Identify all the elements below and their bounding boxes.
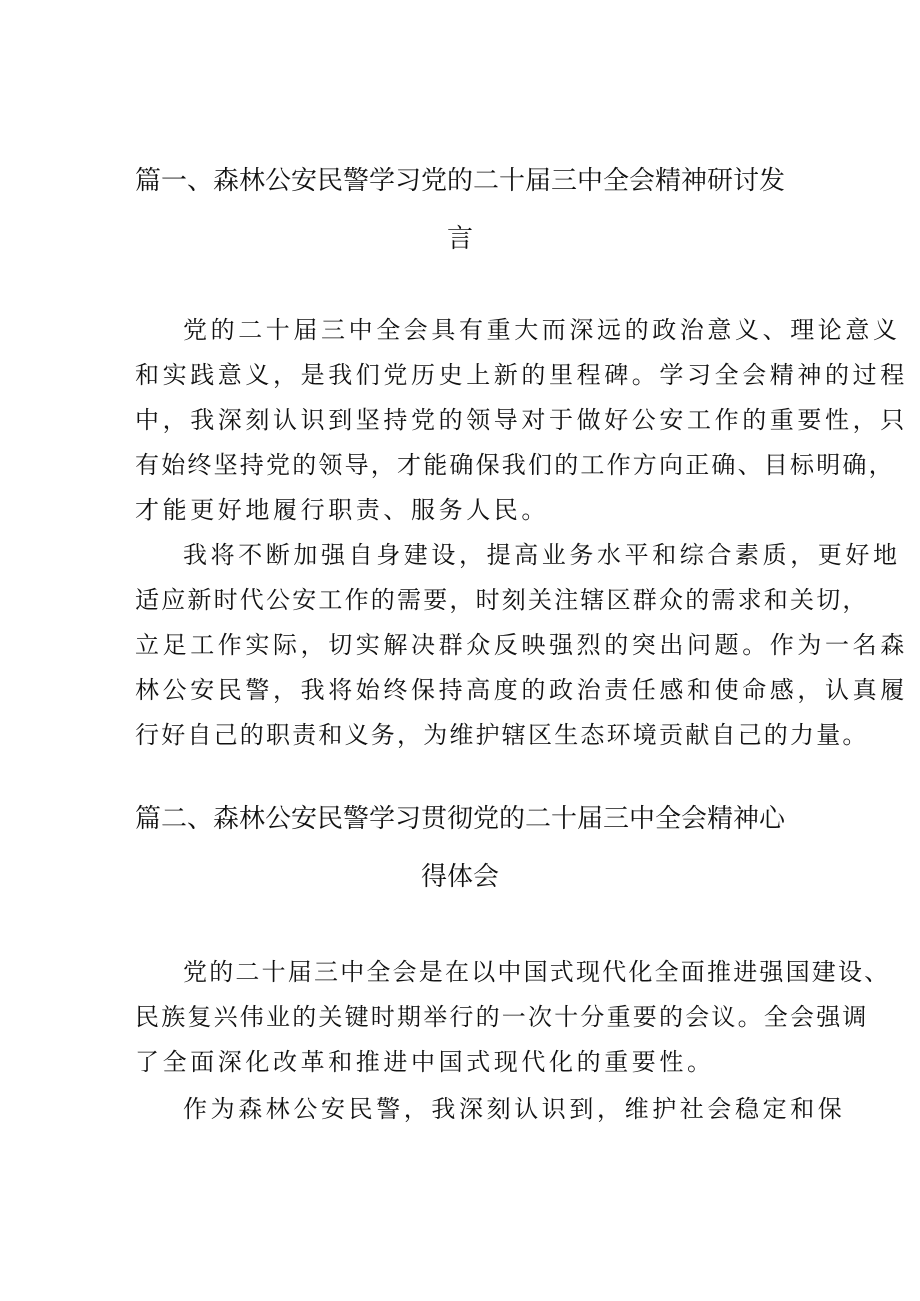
paragraph-line: 党的二十届三中全会是在以中国式现代化全面推进强国建设、: [183, 958, 891, 986]
section2-title-line1: 篇二、森林公安民警学习贯彻党的二十届三中全会精神心: [135, 804, 786, 834]
paragraph-line: 民族复兴伟业的关键时期举行的一次十分重要的会议。全会强调: [135, 1003, 869, 1031]
paragraph-line: 适应新时代公安工作的需要，时刻关注辖区群众的需求和关切，: [135, 586, 869, 614]
section1-title-line2: 言: [446, 224, 473, 254]
paragraph-line: 才能更好地履行职责、服务人民。: [135, 496, 549, 524]
section1-paragraph-2: [135, 533, 908, 758]
section1-title-line1: 篇一、森林公安民警学习党的二十届三中全会精神研讨发: [135, 166, 786, 196]
paragraph-line: 党的二十届三中全会具有重大而深远的政治意义、理论意义: [183, 316, 901, 344]
section1-paragraph-1: [135, 308, 908, 533]
paragraph-line: 立足工作实际，切实解决群众反映强烈的突出问题。作为一名森: [135, 631, 908, 659]
paragraph-line: 有始终坚持党的领导，才能确保我们的工作方向正确、目标明确，: [135, 451, 895, 479]
paragraph-line: 行好自己的职责和义务，为维护辖区生态环境贡献自己的力量。: [135, 721, 869, 749]
paragraph-line: 我将不断加强自身建设，提高业务水平和综合素质，更好地: [183, 541, 901, 569]
section2-paragraph-2: [135, 1087, 846, 1132]
paragraph-line: 和实践意义，是我们党历史上新的里程碑。学习全会精神的过程: [135, 361, 908, 389]
section2-title-line2: 得体会: [420, 862, 499, 892]
paragraph-line: 林公安民警，我将始终保持高度的政治责任感和使命感，认真履: [135, 676, 908, 704]
paragraph-line: 中，我深刻认识到坚持党的领导对于做好公安工作的重要性，只: [135, 406, 908, 434]
paragraph-line: 了全面深化改革和推进中国式现代化的重要性。: [135, 1048, 715, 1076]
paragraph-line: 作为森林公安民警，我深刻认识到，维护社会稳定和保: [183, 1095, 846, 1123]
section2-paragraph-1: [135, 950, 891, 1085]
